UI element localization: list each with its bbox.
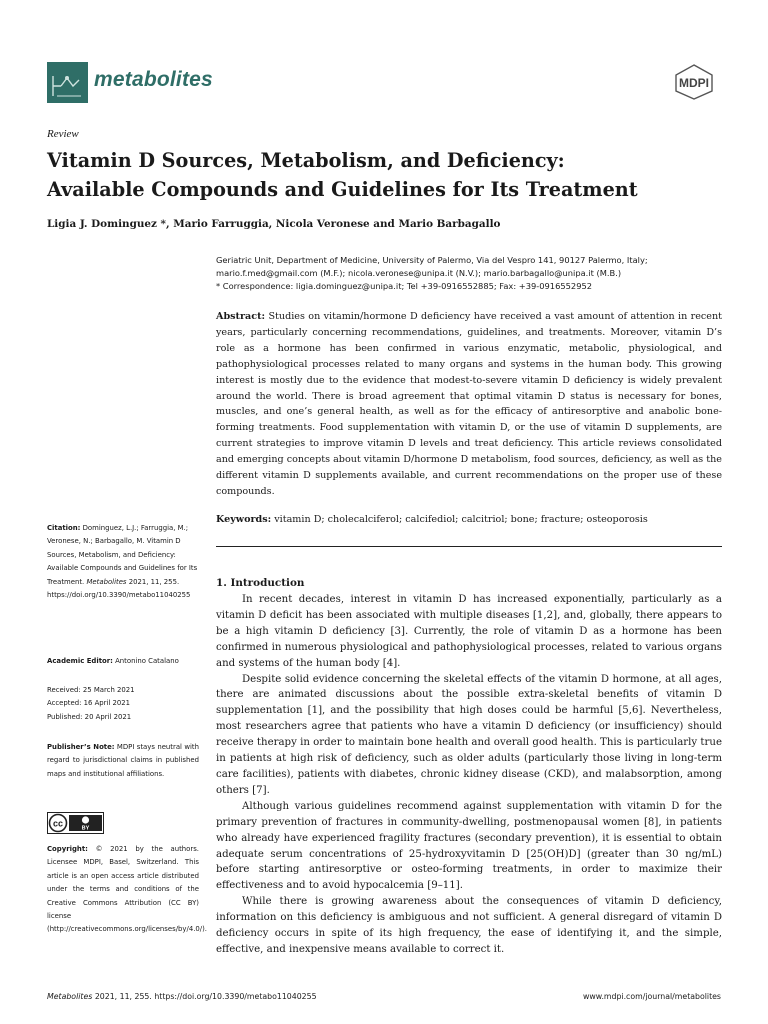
academic-editor [47, 655, 199, 668]
correspondence-line: * Correspondence: ligia.dominguez@unipa.it; Tel +39-0916552885; Fax: +39-0916552952 [216, 281, 593, 291]
paragraph: In recent decades, interest in vitamin D has increased exponentially, particularly as a vitamin D deficit has been associated with multiple diseases [1,2], and, globally, there appears to be a high vitamin D deficiency [3]. Currently, the role of vitamin D as a hormone has been confirmed in numerous physiological and pathophysiological processes, related to various organs and systems of the human body [4]. [216, 594, 722, 669]
section-heading: 1. Introduction [216, 577, 305, 589]
citation-block [47, 522, 199, 602]
paragraph: While there is growing awareness about the consequences of vitamin D deficiency, information on this deficiency is ambiguous and not sufficient. A general disregard of vitamin D deficiency occurs in spite of its high frequency, the ease of identifying it, and the simple, effective, and inexpensive means available to correct it. [216, 896, 722, 955]
journal-name: metabolites [94, 68, 213, 91]
affiliation-block [216, 254, 726, 293]
footer-doi: 2021, 11, 255. https://doi.org/10.3390/metabo11040255 [94, 992, 317, 1001]
divider [216, 546, 722, 547]
affiliation-line: Geriatric Unit, Department of Medicine, University of Palermo, Via del Vespro 141, 90127 Palermo, Italy; [216, 255, 648, 265]
cc-by-license-icon[interactable] [47, 812, 104, 834]
copyright-label: Copyright: [47, 845, 88, 853]
editor-name: Antonino Catalano [115, 657, 179, 665]
publisher-note [47, 741, 199, 781]
paragraph: Although various guidelines recommend against supplementation with vitamin D for the primary prevention of fractures in community-dwelling, postmenopausal women [8], in patients who already have experienced fragility fractures (secondary prevention), it is essential to obtain adequate serum concentrations of 25-hydroxyvitamin D [25(OH)D] (greater than 30 ng/mL) before starting antiresorptive or osteo-forming treatments, in order to maximize their effectiveness and to avoid hypocalcemia [9–11]. [216, 800, 722, 892]
mdpi-label: MDPI [679, 76, 709, 90]
abstract [216, 309, 722, 500]
article-title [47, 146, 727, 204]
footer-url[interactable]: www.mdpi.com/journal/metabolites [583, 992, 721, 1001]
article-type: Review [47, 128, 79, 140]
mdpi-logo-icon [666, 64, 722, 100]
article-title-line2: Available Compounds and Guidelines for Its Treatment [47, 178, 638, 201]
introduction-body [216, 592, 722, 958]
received-date: Received: 25 March 2021 [47, 686, 135, 694]
citation-text: Dominguez, L.J.; Farruggia, M.; Veronese, N.; Barbagallo, M. Vitamin D Sources, Metabolism, and Deficiency: Available Compounds and Guidelines for Its Treatment. [47, 524, 198, 586]
paragraph: Despite solid evidence concerning the skeletal effects of the vitamin D hormone, at all ages, there are animated discussions about the possible extra-skeletal benefits of vitamin D supplementation [1], and the possibility that high doses could be harmful [5,6]. Nevertheless, most researchers agree that patients who have a vitamin D deficiency (or insufficiency) should receive therapy in order to maintain bone health and overall good health. This is particularly true in patients at high risk of deficiency, such as older adults (particularly those living in long-term care facilities), patients with diabetes, chronic kidney disease (CKD), and malabsorption, among others [7]. [216, 673, 722, 796]
affiliation-emails: mario.f.med@gmail.com (M.F.); nicola.veronese@unipa.it (N.V.); mario.barbagallo@unipa.it (M.B.) [216, 268, 622, 278]
published-date: Published: 20 April 2021 [47, 712, 132, 721]
footer-journal: Metabolites [47, 992, 93, 1001]
svg-text:cc: cc [52, 818, 64, 829]
citation-journal: Metabolites [86, 577, 127, 586]
abstract-label: Abstract: [216, 311, 266, 322]
keywords [216, 514, 722, 525]
editor-label: Academic Editor: [47, 657, 113, 665]
accepted-date: Accepted: 16 April 2021 [47, 699, 131, 708]
copyright-block [47, 843, 207, 937]
copyright-text: © 2021 by the authors. Licensee MDPI, Basel, Switzerland. This article is an open access article distributed under the terms and conditions of the Creative Commons Attribution (CC BY) license (http://creativecommons.org/licenses/by/4.0/). [47, 845, 207, 934]
publication-dates [47, 684, 199, 724]
citation-volume: 2021, 11, 255. https://doi.org/10.3390/metabo11040255 [47, 577, 191, 600]
publisher-note-label: Publisher’s Note: [47, 743, 115, 751]
abstract-text: Studies on vitamin/hormone D deficiency have received a vast amount of attention in recent years, particularly concerning recommendations, guidelines, and treatments. Moreover, vitamin D’s role as a hormone has been confirmed in various enzymatic, metabolic, physiological, and pathophysiological processes related to many organs and systems in the human body. This growing interest is mostly due to the evidence that modest-to-severe vitamin D deficiency is widely prevalent around the world. There is broad agreement that optimal vitamin D status is necessary for bones, muscles, and one’s general health, as well as for the efficacy of antiresorptive and anabolic bone-forming treatments. Food supplementation with vitamin D, or the use of vitamin D supplements, are current strategies to improve vitamin D levels and treat deficiency. This article reviews consolidated and emerging concepts about vitamin D/hormone D metabolism, food sources, deficiency, as well as the different vitamin D supplements available, and current recommendations on the proper use of these compounds. [216, 311, 722, 497]
publisher-note-text: MDPI stays neutral with regard to jurisdictional claims in published maps and institutional affiliations. [47, 743, 199, 778]
journal-logo-icon [47, 62, 88, 103]
keywords-text: vitamin D; cholecalciferol; calcifediol; calcitriol; bone; fracture; osteoporosis [274, 514, 648, 525]
svg-text:BY: BY [81, 825, 90, 832]
citation-label: Citation: [47, 524, 81, 532]
keywords-label: Keywords: [216, 514, 272, 525]
article-title-line1: Vitamin D Sources, Metabolism, and Deficiency: [47, 149, 565, 172]
footer-citation [47, 992, 317, 1001]
article-authors: Ligia J. Dominguez *, Mario Farruggia, Nicola Veronese and Mario Barbagallo [47, 218, 501, 230]
